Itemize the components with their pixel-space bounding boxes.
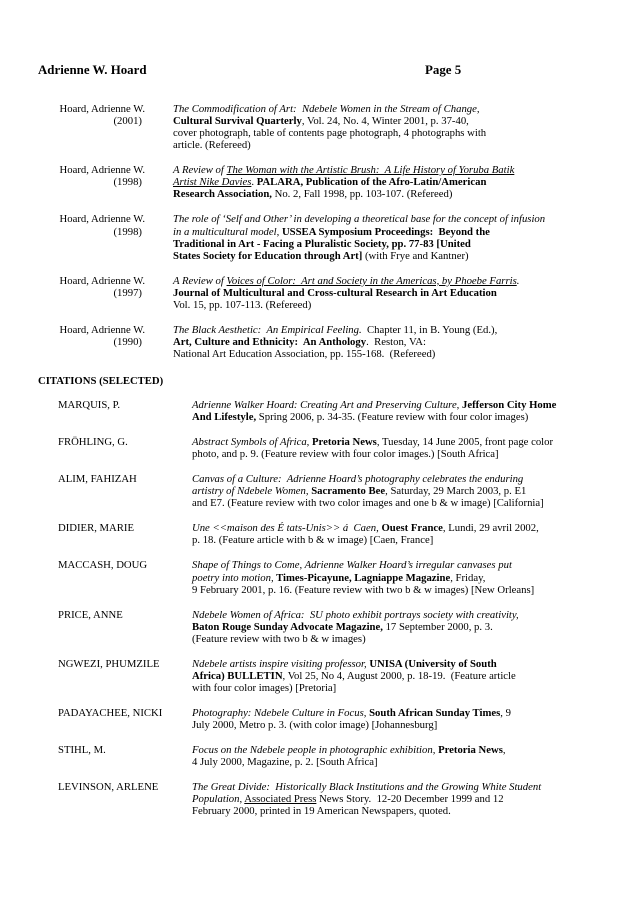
citation-author: NGWEZI, PHUMZILE xyxy=(58,657,160,670)
source-name-text: Art, Culture and Ethnicity: An Anthology xyxy=(173,335,367,348)
source-name-text: Traditional in Art - Facing a Pluralistic Society, pp. 77-83 [United xyxy=(173,237,471,250)
entry-line xyxy=(192,522,539,534)
publication-author-block xyxy=(38,103,145,151)
entry-line xyxy=(173,139,486,151)
detail-text: photo, and p. 9. (Feature review with four color images.) [South Africa] xyxy=(192,448,499,461)
publication-reference xyxy=(173,213,545,261)
underlined-title-text: Artist Nike Davies xyxy=(173,176,252,189)
citation-entry xyxy=(58,609,618,645)
entry-line xyxy=(192,756,506,768)
entry-line xyxy=(173,275,519,287)
entry-line xyxy=(192,473,544,485)
entry-line xyxy=(192,805,541,817)
publication-entry xyxy=(38,324,598,360)
publication-author: Hoard, Adrienne W. xyxy=(59,103,145,115)
detail-text: , Saturday, 29 March 2003, p. E1 xyxy=(385,485,527,498)
title-text: artistry of Ndebele Women, xyxy=(192,485,309,498)
title-text: Population xyxy=(192,793,240,806)
entry-line xyxy=(192,399,556,411)
source-name-text: And Lifestyle, xyxy=(192,411,257,424)
entry-line xyxy=(192,609,519,621)
title-text: Une <<maison des É tats-Unis>> á Caen, xyxy=(192,522,379,535)
source-name-text: Jefferson City Home xyxy=(459,399,557,411)
citation-entry xyxy=(58,744,618,768)
detail-text: . Reston, VA: xyxy=(366,335,426,348)
source-name-text: Pretoria News xyxy=(435,744,503,756)
source-name-text: Sacramento Bee xyxy=(308,485,386,498)
detail-text: , Vol. 24, No. 4, Winter 2001, p. 37-40, xyxy=(301,115,469,128)
publication-year: (1990) xyxy=(113,335,142,348)
detail-text: cover photograph, table of contents page photograph, 4 photographs with xyxy=(173,127,487,140)
entry-line xyxy=(192,707,511,719)
entry-line xyxy=(173,115,486,127)
citation-author: STIHL, M. xyxy=(58,744,106,756)
entry-line xyxy=(192,584,534,596)
citation-reference xyxy=(192,399,556,423)
entry-line xyxy=(192,497,544,509)
detail-text: Spring 2006, p. 34-35. (Feature review with four color images) xyxy=(256,411,529,424)
source-name-text: PALARA, Publication of the Afro-Latin/American xyxy=(256,176,487,189)
entry-line xyxy=(192,744,506,756)
detail-text: and E7. (Feature review with two color images and one b & w image) [California] xyxy=(192,497,544,510)
entry-line xyxy=(192,670,516,682)
detail-text: , Lundi, 29 avril 2002, xyxy=(442,522,539,535)
entry-line xyxy=(173,188,514,200)
entry-line xyxy=(173,226,545,238)
entry-line xyxy=(192,682,516,694)
entry-line xyxy=(173,348,497,360)
title-text: Photography: Ndebele Culture in Focus, xyxy=(192,706,367,719)
entry-line xyxy=(192,658,516,670)
publication-author: Hoard, Adrienne W. xyxy=(59,164,145,177)
entry-line xyxy=(192,621,519,633)
title-text: A Review of xyxy=(173,164,227,177)
citation-entry xyxy=(58,436,618,460)
title-text: in a multicultural model, xyxy=(173,225,280,238)
title-text: Ndebele artists inspire visiting professor, xyxy=(192,657,367,670)
publication-author-block xyxy=(38,213,145,261)
publications-list xyxy=(38,103,598,373)
entry-line xyxy=(192,485,544,497)
citation-reference xyxy=(192,781,541,817)
entry-line xyxy=(173,336,497,348)
detail-text: , xyxy=(502,744,506,756)
citation-author: PRICE, ANNE xyxy=(58,608,123,621)
publication-author-block xyxy=(38,164,145,200)
title-text: Adrienne Walker Hoard: Creating Art and Preserving Culture, xyxy=(192,399,460,411)
entry-line xyxy=(192,436,553,448)
detail-text: article. (Refereed) xyxy=(173,139,251,152)
page-number: Page 5 xyxy=(425,63,462,77)
detail-text: , Tuesday, 14 June 2005, front page color xyxy=(376,436,554,449)
detail-text: February 2000, printed in 19 American Newspapers, quoted. xyxy=(192,805,451,818)
detail-text: (with Frye and Kantner) xyxy=(362,249,469,262)
publication-entry xyxy=(38,275,598,311)
citation-reference xyxy=(192,436,553,460)
detail-text: , 9 xyxy=(500,706,511,719)
source-name-text: South African Sunday Times xyxy=(366,706,501,719)
title-text: Shape of Things to Come, Adrienne Walker Hoard’s irregular canvases put xyxy=(192,559,512,572)
entry-line xyxy=(192,781,541,793)
citation-reference xyxy=(192,707,511,731)
source-name-text: USSEA Symposium Proceedings: Beyond the xyxy=(279,225,490,238)
detail-text: with four color images) [Pretoria] xyxy=(192,681,337,694)
entry-line xyxy=(192,448,553,460)
detail-text: , Vol 25, No 4, August 2000, p. 18-19. (Feature article xyxy=(282,669,516,682)
header-author-name: Adrienne W. Hoard xyxy=(38,63,147,77)
entry-line xyxy=(173,127,486,139)
entry-line xyxy=(173,176,514,188)
entry-line xyxy=(192,411,556,423)
title-text: . xyxy=(516,274,520,287)
entry-line xyxy=(173,250,545,262)
entry-line xyxy=(173,213,545,225)
title-text: The Great Divide: Historically Black Institutions and the Growing White Student xyxy=(192,781,542,794)
underlined-text: Associated Press xyxy=(244,793,317,806)
detail-text: National Art Education Association, pp. 155-168. (Refereed) xyxy=(173,348,436,361)
citation-reference xyxy=(192,609,519,645)
publication-entry xyxy=(38,103,598,151)
citation-author: LEVINSON, ARLENE xyxy=(58,781,159,794)
entry-line xyxy=(173,324,497,336)
citation-entry xyxy=(58,522,618,546)
source-name-text: Pretoria News xyxy=(309,436,377,449)
entry-line xyxy=(192,793,541,805)
title-text: Ndebele Women of Africa: SU photo exhibit portrays society with creativity, xyxy=(192,608,519,621)
entry-line xyxy=(173,299,519,311)
citation-reference xyxy=(192,559,534,595)
publication-author: Hoard, Adrienne W. xyxy=(59,274,145,287)
entry-line xyxy=(173,164,514,176)
citation-author: MARQUIS, P. xyxy=(58,399,121,411)
entry-line xyxy=(173,287,519,299)
detail-text: News Story. 12-20 December 1999 and 12 xyxy=(316,793,504,806)
title-text: poetry into motion, xyxy=(192,571,274,584)
source-name-text: Baton Rouge Sunday Advocate Magazine, xyxy=(192,620,383,633)
source-name-text: Journal of Multicultural and Cross-cultural Research in Art Education xyxy=(173,286,497,299)
publication-reference xyxy=(173,275,519,311)
source-name-text: Ouest France xyxy=(378,522,443,535)
citation-reference xyxy=(192,473,544,509)
source-name-text: Africa) BULLETIN xyxy=(192,669,283,682)
source-name-text: States Society for Education through Art] xyxy=(173,249,363,262)
detail-text: . xyxy=(251,176,257,189)
citations-list xyxy=(58,399,618,830)
citation-author: ALIM, FAHIZAH xyxy=(58,473,137,486)
publication-year: (1998) xyxy=(113,176,142,189)
title-text: The Black Aesthetic: An Empirical Feeling. xyxy=(173,323,362,336)
detail-text: July 2000, Metro p. 3. (with color image) [Johannesburg] xyxy=(192,719,438,732)
publication-author-block xyxy=(38,324,145,360)
detail-text: (Feature review with two b & w images) xyxy=(192,632,366,645)
publication-author: Hoard, Adrienne W. xyxy=(59,213,145,226)
entry-line xyxy=(192,534,539,546)
entry-line xyxy=(173,103,486,115)
detail-text: p. 18. (Feature article with b & w image) [Caen, France] xyxy=(192,534,434,547)
source-name-text: Research Association, xyxy=(173,188,272,201)
detail-text: No. 2, Fall 1998, pp. 103-107. (Refereed) xyxy=(271,188,453,201)
publication-entry xyxy=(38,213,598,261)
title-text: Canvas of a Culture: Adrienne Hoard’s photography celebrates the enduring xyxy=(192,473,524,486)
source-name-text: Times-Picayune, Lagniappe Magazine xyxy=(273,571,451,584)
citations-heading: CITATIONS (SELECTED) xyxy=(38,374,164,387)
citation-entry xyxy=(58,707,618,731)
title-text: The role of ‘Self and Other’ in developing a theoretical base for the concept of infusion xyxy=(173,213,546,226)
publication-author-block xyxy=(38,275,145,311)
detail-text: Chapter 11, in B. Young (Ed.), xyxy=(361,323,498,336)
citation-reference xyxy=(192,744,506,768)
title-text: Focus on the Ndebele people in photographic exhibition, xyxy=(192,744,436,756)
underlined-title-text: The Woman with the Artistic Brush: A Life History of Yoruba Batik xyxy=(226,164,515,177)
publication-reference xyxy=(173,324,497,360)
publication-year: (2001) xyxy=(113,115,142,128)
publication-year: (1997) xyxy=(113,286,142,299)
publication-reference xyxy=(173,103,486,151)
detail-text: 4 July 2000, Magazine, p. 2. [South Africa] xyxy=(192,756,378,769)
entry-line xyxy=(192,559,534,571)
citation-author: PADAYACHEE, NICKI xyxy=(58,706,163,719)
entry-line xyxy=(192,719,511,731)
detail-text: , xyxy=(239,793,245,806)
citation-entry xyxy=(58,781,618,817)
citation-author: FRÖHLING, G. xyxy=(58,436,128,449)
publication-entry xyxy=(38,164,598,200)
entry-line xyxy=(173,238,545,250)
underlined-title-text: Voices of Color: Art and Society in the Americas, by Phoebe Farris xyxy=(226,274,517,287)
entry-line xyxy=(192,572,534,584)
citation-entry xyxy=(58,559,618,595)
citation-entry xyxy=(58,473,618,509)
publication-year: (1998) xyxy=(113,225,142,238)
citation-reference xyxy=(192,658,516,694)
citation-author: MACCASH, DOUG xyxy=(58,559,148,572)
citation-entry xyxy=(58,658,618,694)
detail-text: 9 February 2001, p. 16. (Feature review with two b & w images) [New Orleans] xyxy=(192,583,535,596)
source-name-text: UNISA (University of South xyxy=(366,657,497,670)
detail-text: , Friday, xyxy=(450,571,486,584)
publication-reference xyxy=(173,164,514,200)
publication-author: Hoard, Adrienne W. xyxy=(59,323,145,336)
citation-entry xyxy=(58,399,618,423)
title-text: Abstract Symbols of Africa, xyxy=(192,436,310,449)
detail-text: 17 September 2000, p. 3. xyxy=(382,620,493,633)
citation-author: DIDIER, MARIE xyxy=(58,522,134,535)
title-text: The Commodification of Art: Ndebele Women in the Stream of Change, xyxy=(173,103,480,115)
detail-text: Vol. 15, pp. 107-113. (Refereed) xyxy=(173,298,312,311)
title-text: A Review of xyxy=(173,274,227,287)
entry-line xyxy=(192,633,519,645)
source-name-text: Cultural Survival Quarterly xyxy=(173,115,302,128)
citation-reference xyxy=(192,522,539,546)
